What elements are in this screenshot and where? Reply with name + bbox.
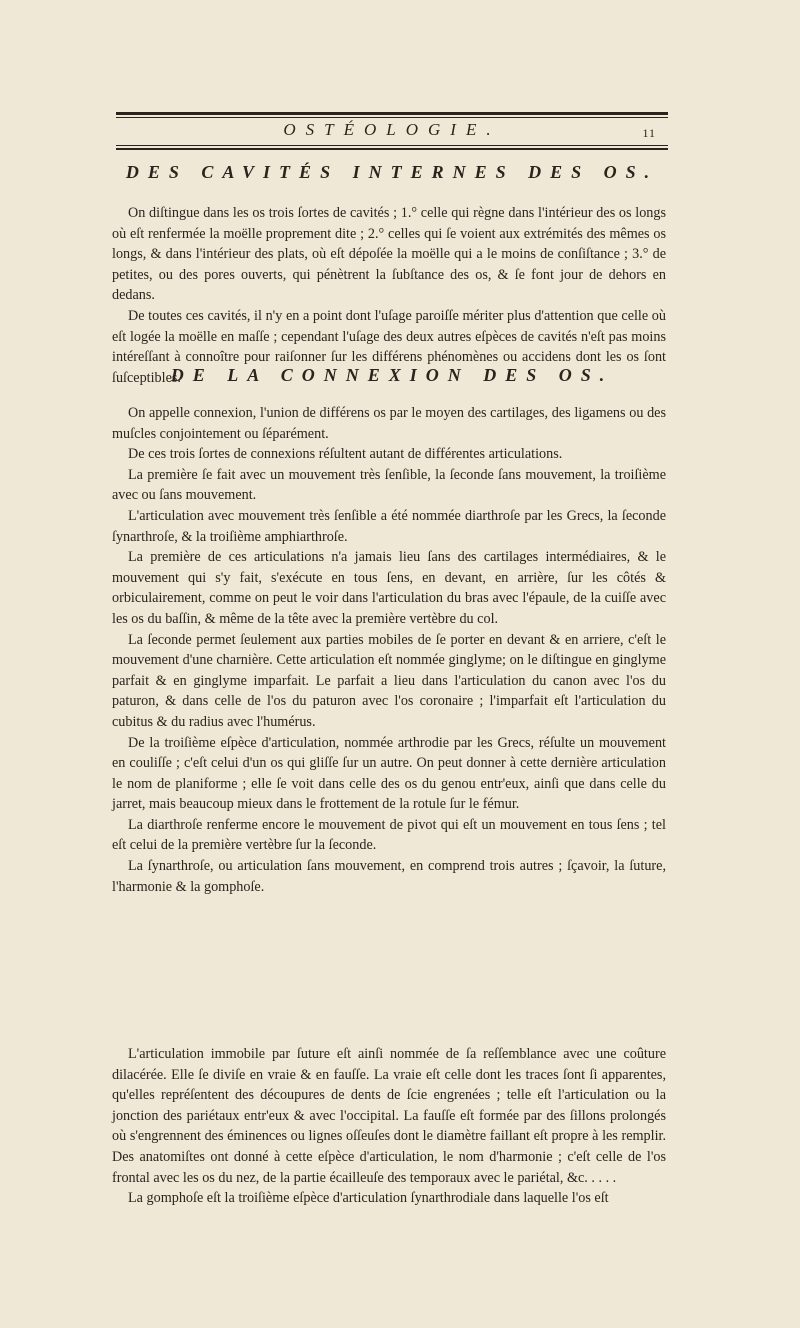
paragraph: L'articulation immobile par ſuture eſt ainſi nommée de ſa reſſemblance avec une coûture dilacérée. Elle ſe diviſe en vraie & en fauſſe. La vraie eſt celle dont les traces ſont ſi apparentes, qu'elles repréſentent des découpures de dents de ſcie engrenées ; telle eſt l'articulation ou la jonction des pariétaux entr'eux & avec l'occipital. La fauſſe eſt formée par des ſillons prolongés où s'engrennent des éminences ou lignes oſſeuſes dont le diamètre faillant eſt propre à les remplir. Des anatomiſtes ont donné à cette eſpèce d'articulation, le nom d'harmonie ; c'eſt celle de l'os frontal avec les os du nez, de la partie écailleuſe des temporaux avec le pariétal, &c. . . . . <box>112 1046 666 1186</box>
section-body-connexion <box>112 403 666 897</box>
paragraph: De ces trois ſortes de connexions réſultent autant de différentes articulations. <box>128 446 563 463</box>
paragraph: L'articulation avec mouvement très ſenſible a été nommée diarthroſe par les Grecs, la ſeconde ſynarthroſe, & la troiſième amphiarthroſe. <box>112 507 666 545</box>
paragraph: On diſtingue dans les os trois ſortes de cavités ; 1.° celle qui règne dans l'intérieur des os longs où eſt renfermée la moëlle proprement dite ; 2.° celles qui ſe voient aux extrémités des mêmes os longs, & dans l'intérieur des plats, où eſt dépoſée la moëlle qui a le moins de conſiſtance ; 3.° de petites, ou des pores ouverts, qui pénètrent la ſubſtance des os, & ſe font jour de dehors en dedans. <box>112 205 666 304</box>
running-head <box>116 120 668 144</box>
paragraph: La diarthroſe renferme encore le mouvement de pivot qui eſt un mouvement en tous ſens ; tel eſt celui de la première vertèbre ſur la ſeconde. <box>112 816 666 854</box>
paragraph: De la troiſième eſpèce d'articulation, nommée arthrodie par les Grecs, réſulte un mouvement en couliſſe ; c'eſt celui d'un os qui gliſſe ſur un autre. On peut donner à cette dernière articulation le nom de planiforme ; elle ſe voit dans celle des os du genou entr'eux, ainſi que dans celle du jarret, mais beaucoup mieux dans le frottement de la rotule ſur le fémur. <box>112 734 666 813</box>
section-body-cavites <box>112 203 666 388</box>
top-rule-thin <box>116 117 668 118</box>
page-number: 11 <box>642 126 656 140</box>
paragraph: De toutes ces cavités, il n'y en a point dont l'uſage paroiſſe mériter plus d'attention que celle où eſt logée la moëlle en maſſe ; cependant l'uſage des deux autres eſpèces de cavités n'eſt pas moins intéreſſant à connoître pour raiſonner ſur les différens phénomènes ou accidens dont les os ſont ſuſceptibles. <box>112 307 666 386</box>
header-rule <box>116 145 668 146</box>
paragraph: La première ſe fait avec un mouvement très ſenſible, la ſeconde ſans mouvement, la troiſième avec ou ſans mouvement. <box>112 466 666 504</box>
paragraph: On appelle connexion, l'union de différens os par le moyen des cartilages, des ligamens ou des muſcles conjointement ou ſéparément. <box>112 405 666 442</box>
header-rule-thick <box>116 148 668 150</box>
paragraph: La ſynarthroſe, ou articulation ſans mouvement, en comprend trois autres ; ſçavoir, la ſuture, l'harmonie & la gomphoſe. <box>112 858 666 895</box>
running-title: OSTÉOLOGIE. <box>283 120 501 139</box>
paragraph: La première de ces articulations n'a jamais lieu ſans des cartilages intermédiaires, & le mouvement qui s'y fait, s'exécute en tous ſens, en devant, en arrière, ſur les côtés & orbiculairement, comme on peut le voir dans l'articulation du bras avec l'épaule, de la cuiſſe avec les os du baſſin, & même de la tête avec la première vertèbre du col. <box>112 549 666 627</box>
section-body-connexion-cont <box>112 1044 666 1209</box>
paragraph: La gomphoſe eſt la troiſième eſpèce d'articulation ſynarthrodiale dans laquelle l'os eſt <box>128 1190 609 1207</box>
section-title-cavites: DES CAVITÉS INTERNES DES OS. <box>125 162 659 182</box>
section-title-connexion: DE LA CONNEXION DES OS. <box>170 365 614 385</box>
paragraph: La ſeconde permet ſeulement aux parties mobiles de ſe porter en devant & en arriere, c'eſt le mouvement d'une charnière. Cette articulation eſt nommée ginglyme; on le diſtingue en ginglyme parfait & en ginglyme imparfait. Le parfait a lieu dans l'articulation du canon avec l'os du paturon, & dans celle de l'os du paturon avec l'os coronaire ; l'imparfait eſt l'articulation du cubitus & du radius avec l'humérus. <box>112 631 666 730</box>
top-rule <box>116 112 668 115</box>
